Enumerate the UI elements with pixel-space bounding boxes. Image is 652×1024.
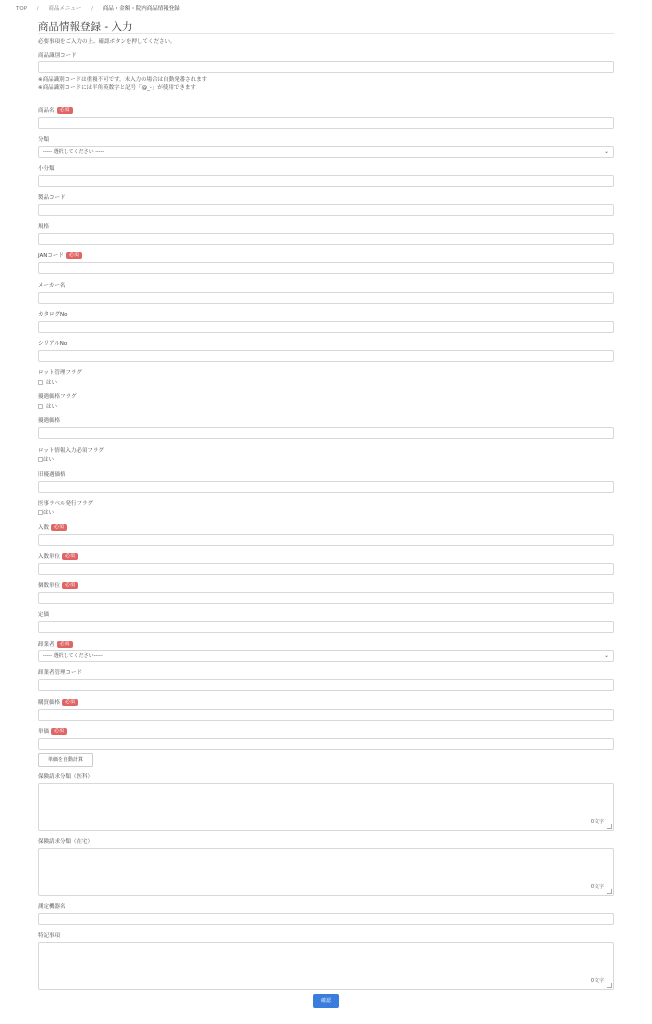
checkbox-icon: [38, 404, 43, 409]
breadcrumb-current: 商品・金額・院内商品情報登録: [102, 6, 180, 12]
old-preferred-price-input[interactable]: [38, 481, 614, 493]
category-select[interactable]: ----- 選択してください ----- ⌄: [38, 146, 614, 158]
unit-price-input[interactable]: [38, 738, 614, 750]
required-badge: 必須: [62, 553, 78, 560]
required-badge: 必須: [51, 524, 67, 531]
breadcrumb: [16, 4, 180, 12]
lot-flag-label: ロット管理フラグ: [38, 370, 82, 376]
insurance-home-textarea[interactable]: [38, 848, 614, 896]
wholesaler-label: 卸業者 必須: [38, 641, 73, 650]
required-badge: 必須: [62, 582, 78, 589]
required-badge: 必須: [57, 641, 73, 648]
required-badge: 必須: [57, 107, 73, 114]
required-badge: 必須: [66, 252, 82, 259]
spec-input[interactable]: [38, 233, 614, 245]
list-price-input[interactable]: [38, 621, 614, 633]
remarks-label: 特記事項: [38, 933, 61, 939]
piece-unit-label: 個数単位 必須: [38, 582, 78, 591]
chevron-down-icon: ⌄: [603, 652, 609, 659]
lot-required-flag-label: ロット情報入力必須フラグ: [38, 448, 104, 454]
piece-unit-input[interactable]: [38, 592, 614, 604]
serial-no-label: シリアルNo: [38, 341, 68, 347]
preferred-price-flag-checkbox[interactable]: はい: [38, 403, 57, 411]
breadcrumb-menu-link[interactable]: 商品メニュー: [48, 6, 82, 12]
resize-handle-icon[interactable]: [607, 889, 612, 894]
quantity-label: 入数 必須: [38, 524, 67, 533]
breadcrumb-separator: /: [36, 6, 39, 12]
product-id-code-label: 商品識別コード: [38, 53, 77, 59]
resize-handle-icon[interactable]: [607, 824, 612, 829]
product-name-input[interactable]: [38, 117, 614, 129]
measuring-device-label: 測定機器名: [38, 904, 66, 910]
preferred-price-flag-label: 優遇価格フラグ: [38, 394, 77, 400]
catalog-no-input[interactable]: [38, 321, 614, 333]
catalog-no-label: カタログNo: [38, 312, 68, 318]
checkbox-icon: [38, 380, 43, 385]
quantity-input[interactable]: [38, 534, 614, 546]
purchase-price-input[interactable]: [38, 709, 614, 721]
wholesaler-select[interactable]: ----- 選択してください----- ⌄: [38, 650, 614, 662]
serial-no-input[interactable]: [38, 350, 614, 362]
product-id-note-2: ※商品識別コードには半角英数字と記号「@_-」が使用できます: [38, 85, 196, 91]
page-title: 商品情報登録 - 入力: [38, 21, 133, 33]
old-preferred-price-label: 旧優遇価格: [38, 472, 66, 478]
product-id-code-input[interactable]: [38, 61, 614, 73]
lot-required-flag-checkbox[interactable]: はい: [38, 456, 54, 464]
medical-label-flag-checkbox[interactable]: はい: [38, 509, 54, 517]
chevron-down-icon: ⌄: [603, 148, 609, 155]
insurance-home-label: 保険請求分類（在宅）: [38, 839, 94, 845]
product-id-note-1: ※商品識別コードは重複不可です。未入力の場合は自動発番されます: [38, 77, 208, 83]
category-label: 分類: [38, 137, 50, 143]
measuring-device-input[interactable]: [38, 913, 614, 925]
unit-price-label: 単価 必須: [38, 728, 67, 737]
product-name-label: 商品名 必須: [38, 107, 73, 116]
maker-input[interactable]: [38, 292, 614, 304]
char-counter: 0文字: [590, 978, 604, 984]
medical-label-flag-label: 医事ラベル発行フラグ: [38, 501, 94, 507]
spec-label: 規格: [38, 224, 50, 230]
list-price-label: 定価: [38, 612, 50, 618]
quantity-unit-label: 入数単位 必須: [38, 553, 78, 562]
subcategory-input[interactable]: [38, 175, 614, 187]
required-badge: 必須: [62, 699, 78, 706]
wholesaler-code-label: 卸業者管理コード: [38, 670, 83, 676]
required-badge: 必須: [51, 728, 67, 735]
jan-code-input[interactable]: [38, 262, 614, 274]
auto-calc-unit-price-button[interactable]: 単価を自動計算: [38, 753, 93, 767]
breadcrumb-top-link[interactable]: TOP: [16, 6, 28, 12]
char-counter: 0文字: [590, 819, 604, 825]
lot-flag-checkbox[interactable]: はい: [38, 379, 57, 387]
purchase-price-label: 購買価格 必須: [38, 699, 78, 708]
confirm-button[interactable]: 確認: [313, 994, 339, 1008]
jan-code-label: JANコード 必須: [38, 252, 82, 261]
intro-text: 必要事項をご入力の上、確認ボタンを押してください。: [38, 39, 176, 45]
breadcrumb-separator: /: [91, 6, 93, 12]
subcategory-label: 小分類: [38, 166, 55, 172]
maker-label: メーカー名: [38, 283, 66, 289]
char-counter: 0文字: [590, 884, 604, 890]
insurance-medical-label: 保険請求分類（医科）: [38, 774, 94, 780]
preferred-price-input[interactable]: [38, 427, 614, 439]
insurance-medical-textarea[interactable]: [38, 783, 614, 831]
quantity-unit-input[interactable]: [38, 563, 614, 575]
product-code-input[interactable]: [38, 204, 614, 216]
remarks-textarea[interactable]: [38, 942, 614, 990]
title-divider: [38, 33, 614, 34]
wholesaler-code-input[interactable]: [38, 679, 614, 691]
preferred-price-label: 優遇価格: [38, 418, 61, 424]
product-code-label: 製品コード: [38, 195, 66, 201]
resize-handle-icon[interactable]: [607, 983, 612, 988]
